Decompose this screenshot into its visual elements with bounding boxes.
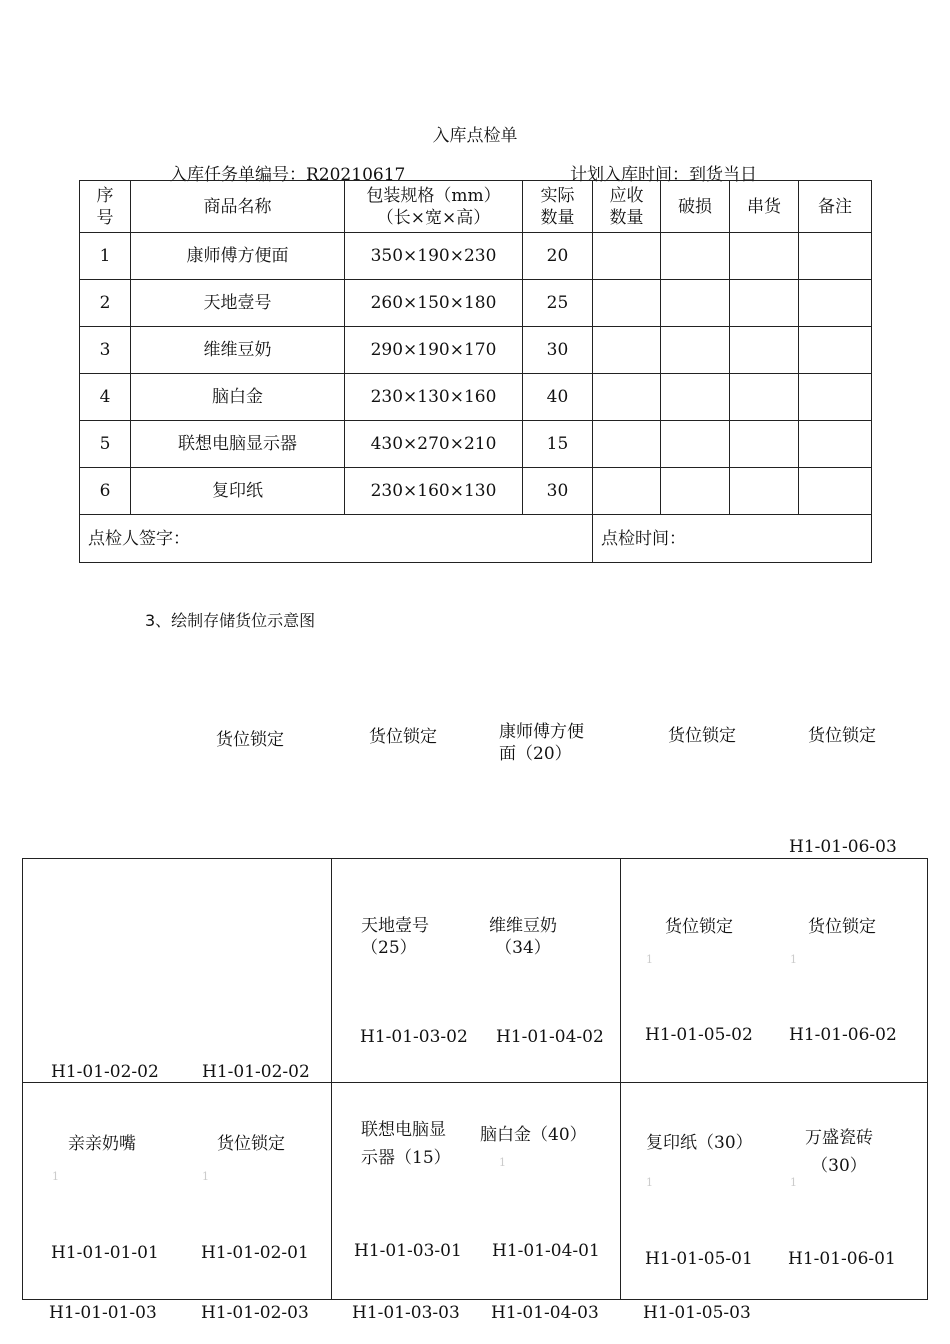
table-row xyxy=(80,280,872,327)
cell-seq: 6 xyxy=(80,468,131,515)
signature-row xyxy=(80,515,872,563)
location-code: H1-01-06-03 xyxy=(789,837,897,857)
cell-damaged[interactable] xyxy=(661,374,730,421)
cell-spec: 230×160×130 xyxy=(345,468,523,515)
cell-damaged[interactable] xyxy=(661,233,730,280)
cell-spec: 290×190×170 xyxy=(345,327,523,374)
slot-label: 维维豆奶 （34） xyxy=(489,916,557,958)
faint-mark: 1 xyxy=(646,1176,653,1189)
cell-actual: 30 xyxy=(523,327,593,374)
header-spec: 包装规格（mm） （长×宽×高） xyxy=(345,181,523,233)
location-code: H1-01-01-01 xyxy=(51,1243,159,1263)
cell-name: 天地壹号 xyxy=(131,280,345,327)
inspector-signature[interactable]: 点检人签字： xyxy=(80,515,593,563)
cell-remarks[interactable] xyxy=(799,327,872,374)
faint-mark: 1 xyxy=(499,1156,506,1169)
slot-label: 货位锁定 xyxy=(217,1134,285,1154)
header-expected: 应收 数量 xyxy=(593,181,661,233)
cell-damaged[interactable] xyxy=(661,421,730,468)
slot-label: 亲亲奶嘴 xyxy=(68,1134,136,1154)
location-code: H1-01-02-03 xyxy=(201,1303,309,1323)
cell-seq: 3 xyxy=(80,327,131,374)
slot-label: 货位锁定 xyxy=(665,917,733,937)
table-header-row xyxy=(80,181,872,233)
cell-seq: 5 xyxy=(80,421,131,468)
cell-mixed[interactable] xyxy=(730,233,799,280)
location-code: H1-01-02-02 xyxy=(51,1062,159,1082)
cell-actual: 40 xyxy=(523,374,593,421)
cell-remarks[interactable] xyxy=(799,421,872,468)
faint-mark: 1 xyxy=(202,1170,209,1183)
cell-damaged[interactable] xyxy=(661,327,730,374)
cell-expected[interactable] xyxy=(593,374,661,421)
cell-remarks[interactable] xyxy=(799,468,872,515)
task-number: 入库任务单编号：R20210617 xyxy=(170,165,406,185)
cell-name: 脑白金 xyxy=(131,374,345,421)
slot-label: 货位锁定 xyxy=(808,917,876,937)
cell-spec: 350×190×230 xyxy=(345,233,523,280)
location-code: H1-01-03-03 xyxy=(352,1303,460,1323)
slot-label: 货位锁定 xyxy=(216,730,284,750)
table-row xyxy=(80,374,872,421)
cell-expected[interactable] xyxy=(593,421,661,468)
cell-remarks[interactable] xyxy=(799,280,872,327)
cell-name: 康师傅方便面 xyxy=(131,233,345,280)
location-code: H1-01-04-02 xyxy=(496,1027,604,1047)
location-code: H1-01-06-01 xyxy=(788,1249,896,1269)
cell-seq: 4 xyxy=(80,374,131,421)
header-seq: 序 号 xyxy=(80,181,131,233)
location-code: H1-01-04-03 xyxy=(491,1303,599,1323)
location-code: H1-01-05-02 xyxy=(645,1025,753,1045)
cell-actual: 25 xyxy=(523,280,593,327)
location-code: H1-01-06-02 xyxy=(789,1025,897,1045)
cell-seq: 2 xyxy=(80,280,131,327)
slot-label: 康师傅方便 面（20） xyxy=(499,722,584,764)
cell-expected[interactable] xyxy=(593,233,661,280)
header-name: 商品名称 xyxy=(131,181,345,233)
planned-time: 计划入库时间：到货当日 xyxy=(570,165,757,185)
slot-label: 复印纸（30） xyxy=(646,1133,753,1153)
location-code: H1-01-05-01 xyxy=(645,1249,753,1269)
slot-label: 万盛瓷砖 （30） xyxy=(805,1128,873,1176)
cell-damaged[interactable] xyxy=(661,280,730,327)
cell-spec: 260×150×180 xyxy=(345,280,523,327)
faint-mark: 1 xyxy=(52,1170,59,1183)
cell-spec: 230×130×160 xyxy=(345,374,523,421)
slot-label: 货位锁定 xyxy=(808,726,876,746)
table-row xyxy=(80,421,872,468)
slot-label: 货位锁定 xyxy=(369,727,437,747)
header-remarks: 备注 xyxy=(799,181,872,233)
cell-spec: 430×270×210 xyxy=(345,421,523,468)
location-code: H1-01-02-02 xyxy=(202,1062,310,1082)
table-row xyxy=(80,468,872,515)
cell-name: 维维豆奶 xyxy=(131,327,345,374)
document-title: 入库点检单 xyxy=(432,126,518,146)
cell-actual: 20 xyxy=(523,233,593,280)
location-code: H1-01-01-03 xyxy=(49,1303,157,1323)
table-row xyxy=(80,233,872,280)
cell-expected[interactable] xyxy=(593,327,661,374)
cell-mixed[interactable] xyxy=(730,327,799,374)
cell-damaged[interactable] xyxy=(661,468,730,515)
cell-mixed[interactable] xyxy=(730,421,799,468)
faint-mark: 1 xyxy=(790,1176,797,1189)
inspection-time[interactable]: 点检时间： xyxy=(593,515,872,563)
cell-seq: 1 xyxy=(80,233,131,280)
location-code: H1-01-02-01 xyxy=(201,1243,309,1263)
inspection-table xyxy=(79,180,872,563)
section-heading: 3、绘制存储货位示意图 xyxy=(145,611,316,630)
cell-actual: 30 xyxy=(523,468,593,515)
cell-mixed[interactable] xyxy=(730,468,799,515)
table-row xyxy=(80,327,872,374)
slot-label: 脑白金（40） xyxy=(480,1125,587,1145)
location-code: H1-01-05-03 xyxy=(643,1303,751,1323)
cell-expected[interactable] xyxy=(593,468,661,515)
cell-mixed[interactable] xyxy=(730,374,799,421)
faint-mark: 1 xyxy=(790,953,797,966)
cell-remarks[interactable] xyxy=(799,374,872,421)
slot-label: 货位锁定 xyxy=(668,726,736,746)
faint-mark: 1 xyxy=(646,953,653,966)
cell-actual: 15 xyxy=(523,421,593,468)
grid-divider xyxy=(22,1082,928,1083)
cell-remarks[interactable] xyxy=(799,233,872,280)
location-code: H1-01-03-01 xyxy=(354,1241,462,1261)
grid-divider xyxy=(620,858,621,1300)
header-damaged: 破损 xyxy=(661,181,730,233)
slot-label: 天地壹号 （25） xyxy=(361,916,429,958)
cell-name: 联想电脑显示器 xyxy=(131,421,345,468)
grid-divider xyxy=(331,858,332,1300)
header-mixed: 串货 xyxy=(730,181,799,233)
cell-expected[interactable] xyxy=(593,280,661,327)
slot-label: 联想电脑显 示器（15） xyxy=(361,1120,451,1168)
cell-name: 复印纸 xyxy=(131,468,345,515)
location-code: H1-01-03-02 xyxy=(360,1027,468,1047)
location-code: H1-01-04-01 xyxy=(492,1241,600,1261)
cell-mixed[interactable] xyxy=(730,280,799,327)
header-actual: 实际 数量 xyxy=(523,181,593,233)
